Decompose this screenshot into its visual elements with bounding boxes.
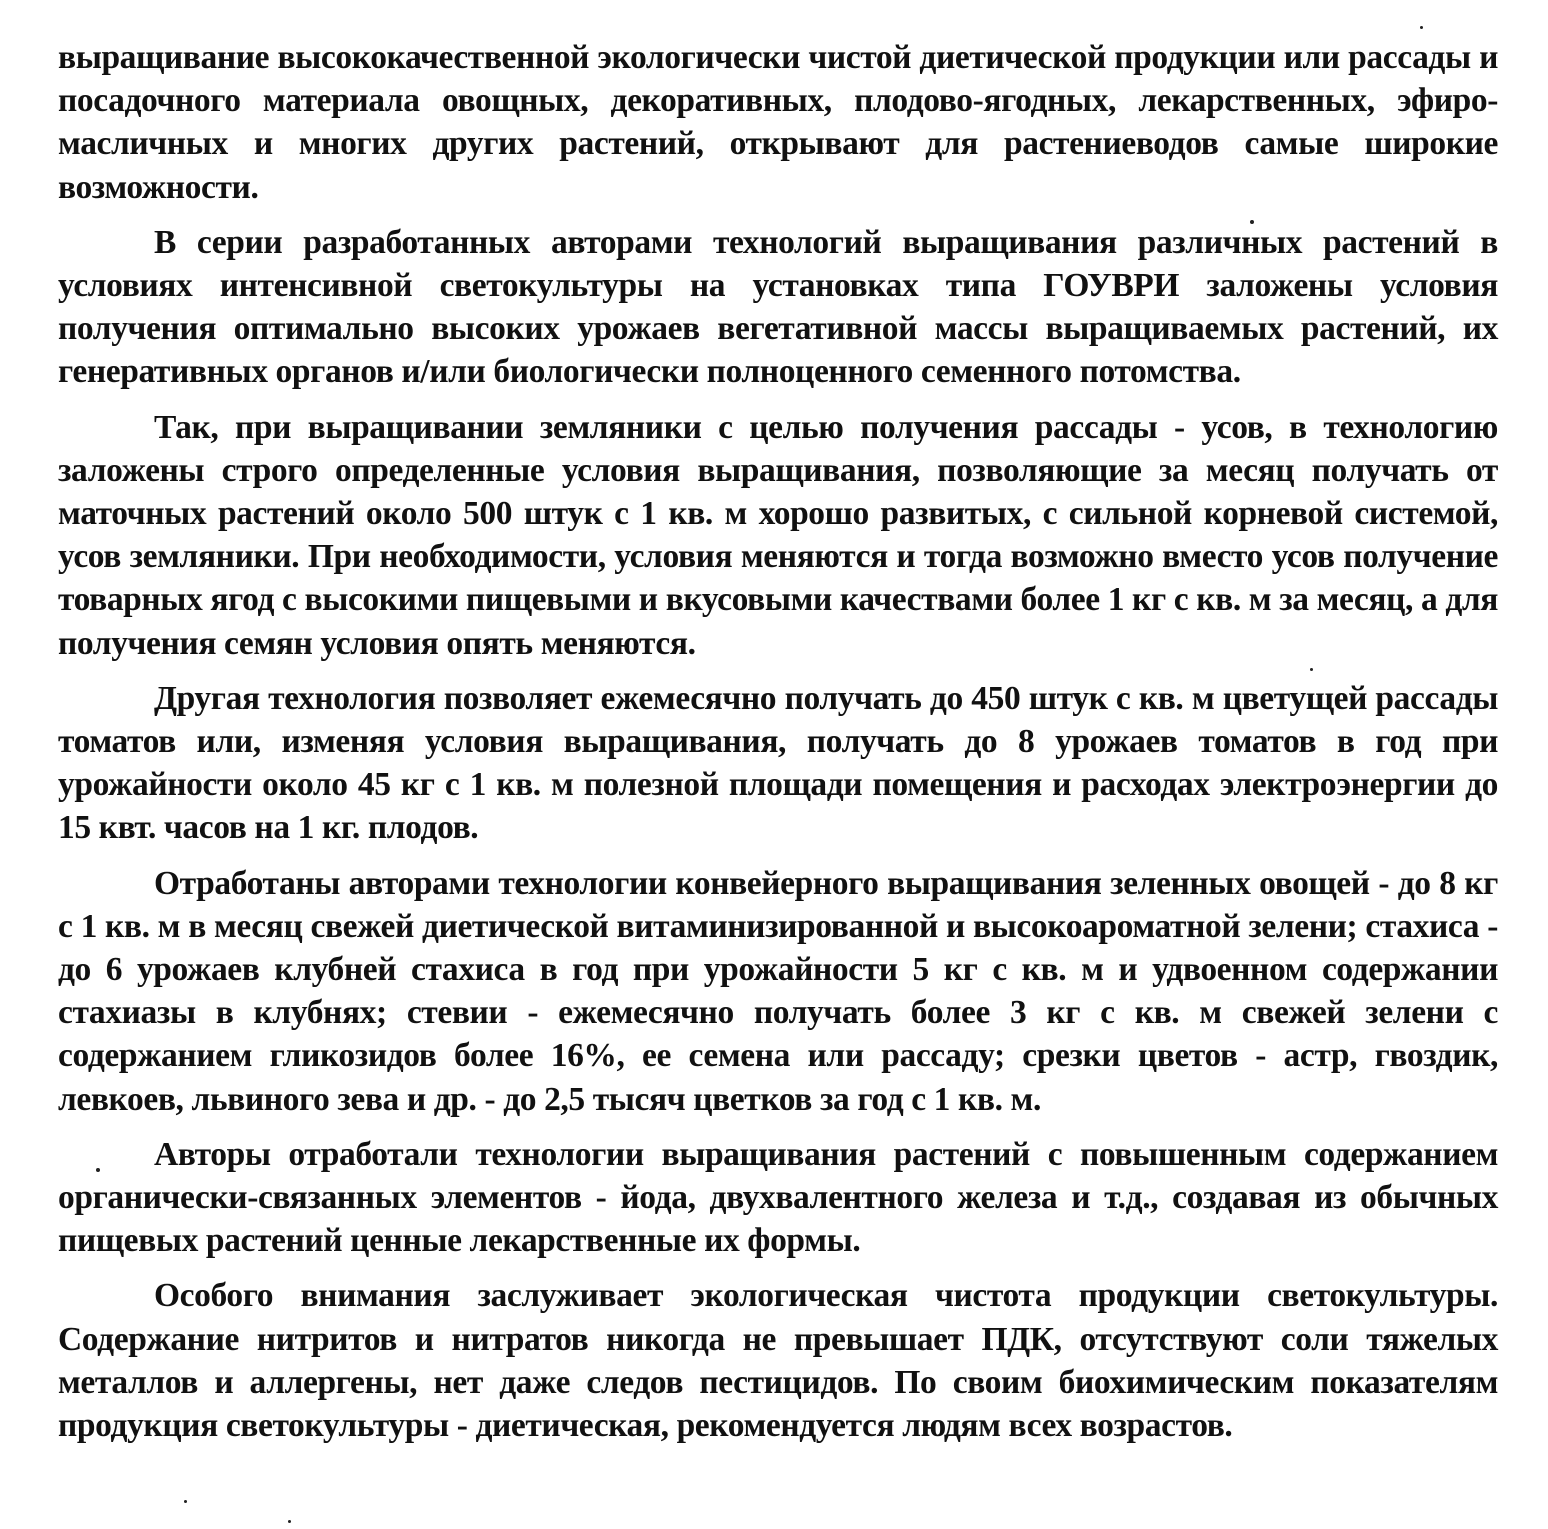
scan-speck [288,1520,291,1523]
paragraph-4: Другая технология позволяет ежемесячно получать до 450 штук с кв. м цветущей рассады томатов или, изменяя условия выращивания, получать до 8 урожаев томатов в год при урожайности около 45 кг с 1 кв. м полезной площади помещения и расходах электроэнергии до 15 квт. часов на 1 кг. плодов. [58,679,1498,847]
scan-speck [184,1500,187,1503]
scan-speck [96,1168,100,1172]
paragraph-2: В серии разработанных авторами технологий выращивания различных растений в условиях интенсивной светокультуры на установках типа ГОУВРИ заложены условия получения оптимально высоких урожаев вегетативной массы выращиваемых растений, их генеративных органов и/или биологически полноценного семенного потомства. [58,223,1498,391]
paragraph-3: Так, при выращивании земляники с целью получения рассады - усов, в технологию заложены строго определенные условия выращивания, позволяющие за месяц получать от маточных растений около 500 штук с 1 кв. м хорошо развитых, с сильной корневой системой, усов земляники. При необходимости, условия меняются и тогда возможно вместо усов получение товарных ягод с высокими пищевыми и вкусовыми качествами более 1 кг с кв. м за месяц, а для получения семян условия опять меняются. [58,408,1498,662]
paragraph-5: Отработаны авторами технологии конвейерного выращивания зеленных овощей - до 8 кг с 1 кв. м в месяц свежей диетической витаминизированной и высокоароматной зелени; стахиса - до 6 урожаев клубней стахиса в год при урожайности 5 кг с кв. м и удвоенном содержании стахиазы в клубнях; стевии - ежемесячно получать более 3 кг с кв. м свежей зелени с содержанием гликозидов более 16%, ее семена или рассаду; срезки цветов - астр, гвоздик, левкоев, львиного зева и др. - до 2,5 тысяч цветков за год с 1 кв. м. [58,864,1498,1118]
document-page [58,36,1498,1459]
paragraph-7: Особого внимания заслуживает экологическая чистота продукции светокультуры. Содержание нитритов и нитратов никогда не превышает ПДК, отсутствуют соли тяжелых металлов и аллергены, нет даже следов пестицидов. По своим биохимическим показателям продукция светокультуры - диетическая, рекомендуется людям всех возрастов. [58,1277,1498,1445]
paragraph-1: выращивание высококачественной экологически чистой диетической продукции или рассады и посадочного материала овощных, декоративных, плодово-ягодных, лекарственных, эфиро-масличных и многих других растений, открывают для растениеводов самые широкие возможности. [58,39,1498,206]
scan-speck [1420,26,1423,29]
scan-speck [1250,220,1254,224]
paragraph-6: Авторы отработали технологии выращивания растений с повышенным содержанием органически-связанных элементов - йода, двухвалентного железа и т.д., создавая из обычных пищевых растений ценные лекарственные их формы. [58,1135,1498,1260]
scan-speck [1310,668,1313,671]
